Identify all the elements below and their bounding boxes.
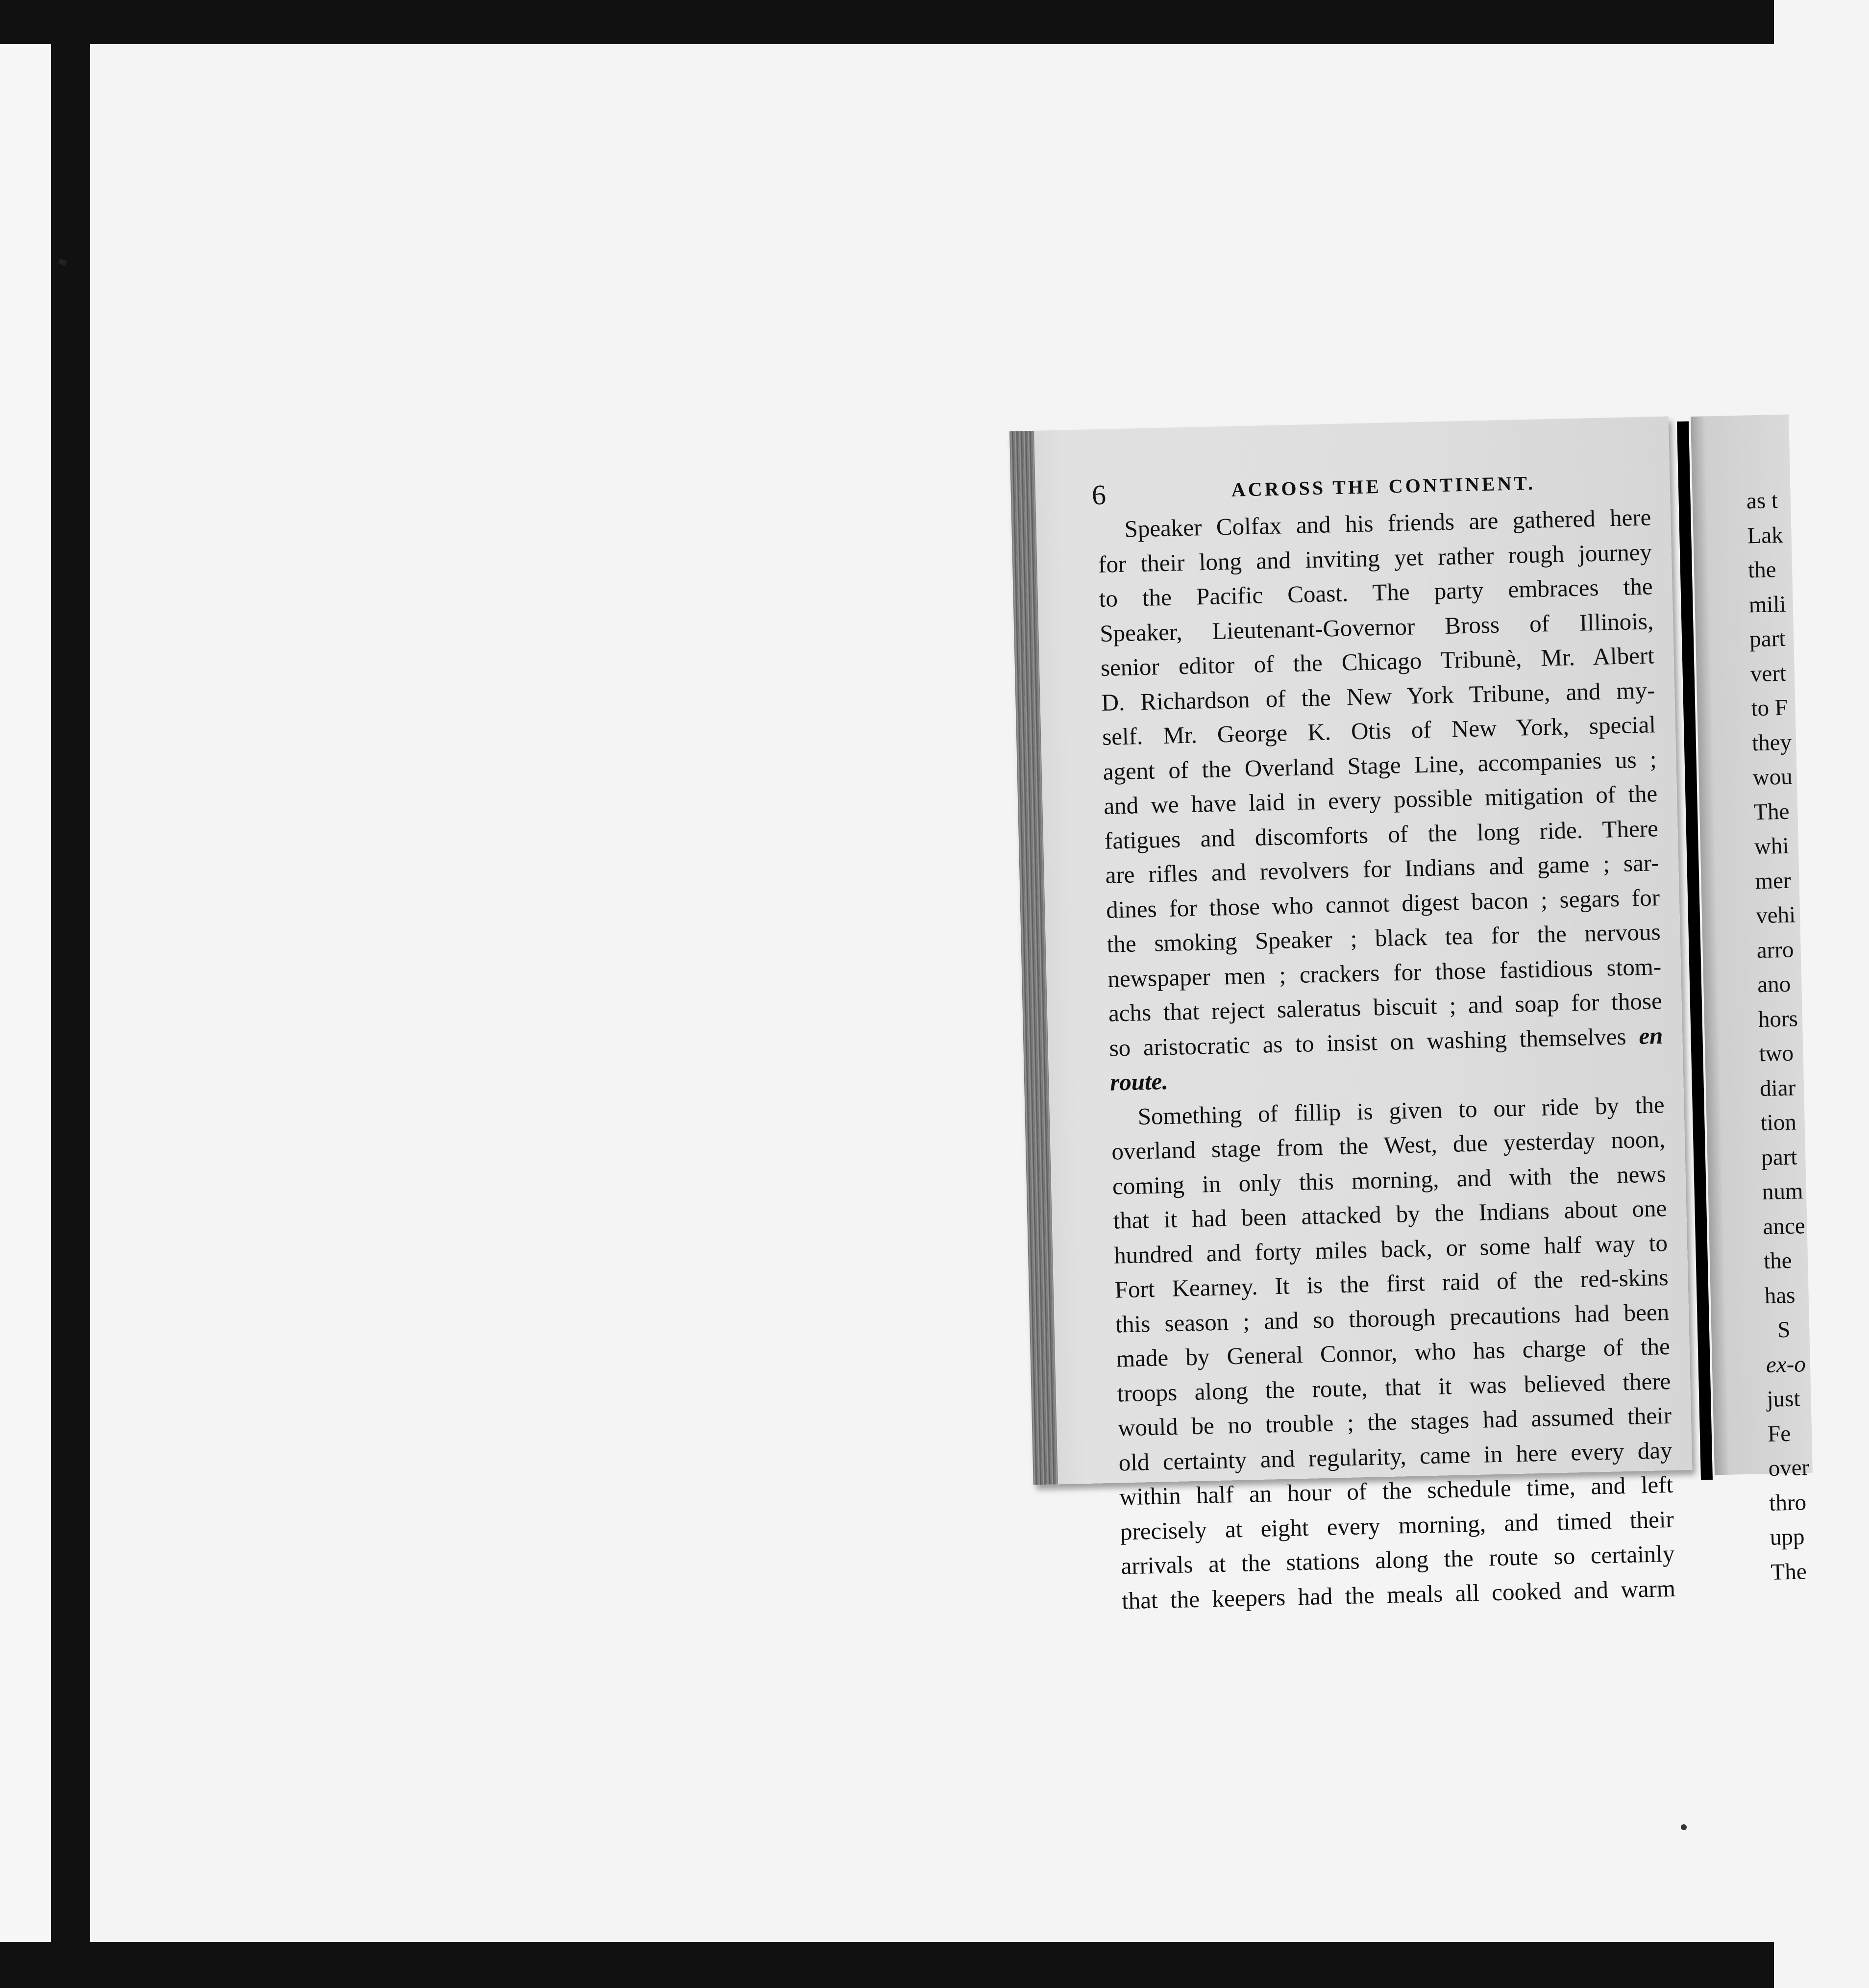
facing-page-fragment: the — [1747, 557, 1777, 583]
scan-speck — [1681, 1824, 1687, 1830]
text-line-content: precisely at eight every morning, and timed their — [1120, 1505, 1674, 1545]
facing-page-fragment: mili — [1748, 591, 1787, 618]
text-line-content: self. Mr. George K. Otis of New York, special — [1102, 711, 1656, 750]
text-line-content: coming in only this morning, and with the news — [1112, 1160, 1667, 1200]
facing-page-fragment: The — [1770, 1558, 1807, 1585]
facing-page-text — [1746, 482, 1869, 1590]
left-page — [1009, 416, 1692, 1614]
text-line-content: senior editor of the Chicago Tribunè, Mr. Albert — [1100, 642, 1655, 681]
facing-page-fragment: thro — [1769, 1489, 1807, 1516]
facing-page-fragment: S — [1777, 1317, 1791, 1343]
facing-page-fragment: wou — [1752, 764, 1793, 791]
facing-page-fragment: part — [1761, 1143, 1797, 1170]
body-text — [1097, 500, 1676, 1614]
page-fore-edge — [1009, 431, 1058, 1485]
facing-page-fragment: just — [1766, 1386, 1801, 1412]
text-line-content: troops along the route, that it was believed there — [1116, 1367, 1671, 1407]
facing-page-fragment: mer — [1754, 868, 1792, 894]
text-line-content: for their long and inviting yet rather rough journey — [1098, 538, 1652, 578]
facing-page-fragment: they — [1751, 729, 1792, 756]
facing-page-fragment: part — [1749, 625, 1786, 652]
book-spread — [1009, 431, 1810, 1614]
text-line-content: so aristocratic as to insist on washing themselves — [1108, 1022, 1627, 1062]
facing-page-fragment: hors — [1758, 1005, 1798, 1032]
facing-page-fragment: tion — [1760, 1109, 1797, 1136]
scan-border-top — [0, 0, 1774, 44]
text-line-content: D. Richardson of the New York Tribune, and my- — [1101, 676, 1655, 716]
italic-text: route. — [1109, 1068, 1169, 1096]
facing-page-fragment: Lak — [1746, 522, 1784, 548]
text-line-content: that the keepers had the meals all cooked and warm — [1121, 1574, 1676, 1614]
italic-text: en — [1638, 1021, 1663, 1049]
scan-border-bottom — [0, 1942, 1774, 1988]
facing-page-fragment: vert — [1750, 660, 1787, 687]
text-line-content: newspaper men ; crackers for those fastidious stom- — [1107, 952, 1662, 993]
facing-page-fragment: Fe — [1767, 1420, 1791, 1447]
text-line-content: fatigues and discomforts of the long ride. There — [1104, 814, 1659, 854]
running-head-title: ACROSS THE CONTINENT. — [1231, 472, 1536, 501]
text-line-content: Something of fillip is given to our ride by the — [1137, 1091, 1665, 1130]
text-line-content: within half an hour of the schedule time, and left — [1119, 1470, 1673, 1511]
text-line-content: agent of the Overland Stage Line, accompanies us ; — [1103, 745, 1657, 785]
text-line-content: Speaker, Lieutenant-Governor Bross of Illinois, — [1099, 607, 1654, 647]
facing-page-fragment: num — [1762, 1178, 1804, 1205]
facing-page-fragment: over — [1768, 1455, 1810, 1481]
text-line-content: achs that reject saleratus biscuit ; and soap for those — [1108, 987, 1663, 1027]
facing-page-fragment: upp — [1770, 1524, 1805, 1550]
text-line-content: made by General Connor, who has charge of the — [1116, 1332, 1671, 1372]
text-line-content: would be no trouble ; the stages had assumed their — [1117, 1401, 1672, 1441]
facing-page-fragment: arro — [1756, 937, 1794, 963]
facing-page-fragment: to F — [1750, 695, 1788, 721]
text-line-content: Fort Kearney. It is the first raid of the red-skins — [1114, 1263, 1669, 1303]
facing-page-fragment: as t — [1746, 488, 1778, 514]
facing-page-fragment: diar — [1759, 1074, 1796, 1101]
text-line-content: Speaker Colfax and his friends are gathered here — [1124, 503, 1651, 543]
facing-page-fragment: The — [1753, 798, 1790, 825]
page-number: 6 — [1091, 478, 1107, 511]
facing-page-fragment: vehi — [1755, 902, 1796, 929]
scan-border-left — [51, 0, 90, 1988]
facing-page-fragment: two — [1758, 1040, 1794, 1067]
facing-page-fragment: the — [1763, 1247, 1793, 1274]
text-line-content: this season ; and so thorough precautions had been — [1115, 1298, 1670, 1338]
scan-left-margin — [0, 44, 51, 1942]
text-line-content: and we have laid in every possible mitigation of the — [1103, 780, 1658, 820]
text-line-content: are rifles and revolvers for Indians and game ; sar- — [1105, 849, 1659, 889]
facing-page-fragment: has — [1764, 1282, 1795, 1309]
facing-page-fragment: ex-o — [1766, 1351, 1806, 1378]
text-line-content: the smoking Speaker ; black tea for the nervous — [1107, 918, 1661, 958]
text-line-content: dines for those who cannot digest bacon ; segars for — [1106, 883, 1660, 923]
facing-page-fragment: whi — [1754, 833, 1790, 860]
facing-page-fragment: ano — [1757, 971, 1791, 998]
text-line-content: that it had been attacked by the Indians about one — [1112, 1194, 1667, 1234]
text-line-content: overland stage from the West, due yesterday noon, — [1111, 1125, 1666, 1165]
text-line-content: to the Pacific Coast. The party embraces the — [1099, 572, 1653, 612]
text-line-content: hundred and forty miles back, or some half way to — [1113, 1229, 1668, 1269]
text-line-content: old certainty and regularity, came in here every day — [1118, 1436, 1673, 1476]
facing-page-fragment: ance — [1762, 1213, 1806, 1240]
text-line-content: arrivals at the stations along the route so certainly — [1120, 1540, 1675, 1580]
